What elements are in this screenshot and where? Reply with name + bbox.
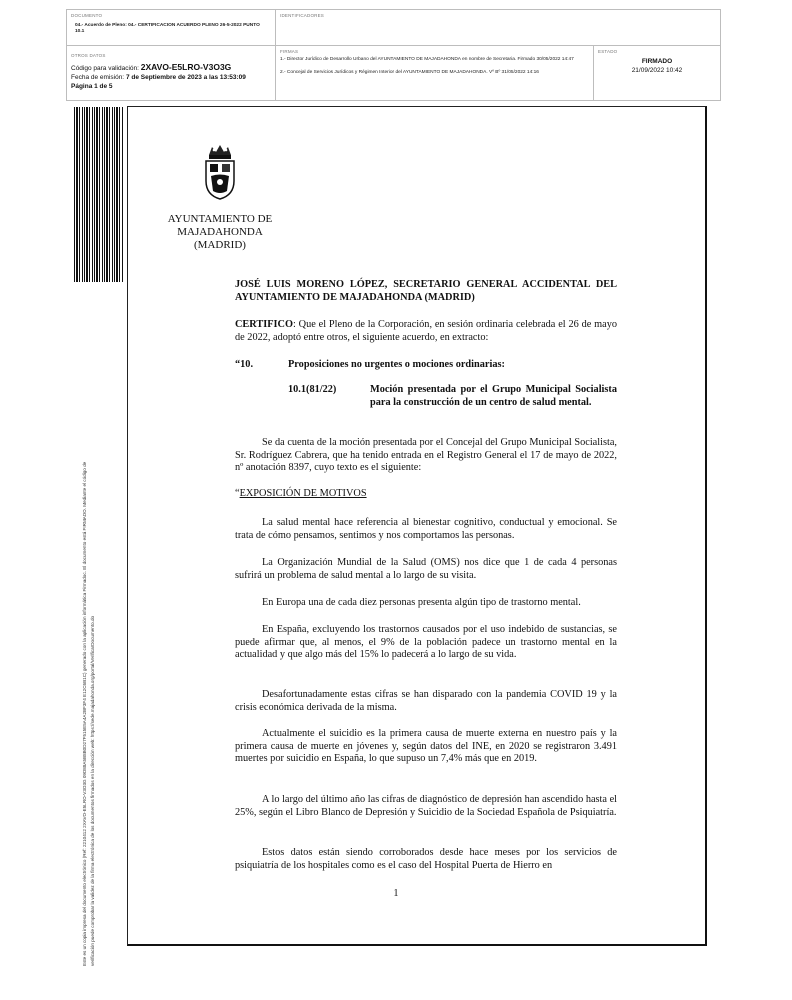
firmas-label: FIRMAS xyxy=(280,49,299,54)
page-number: 1 xyxy=(393,888,399,899)
certifico-label: CERTIFICO xyxy=(235,319,293,330)
item-10 xyxy=(235,359,617,372)
item-title: Proposiciones no urgentes o mociones ordinarias: xyxy=(288,359,505,370)
firma-1: 1.- Director Jurídico de Desarrollo Urbano del AYUNTAMIENTO DE MAJADAHONDA en nombre de Secretaria. Firmado 30/05/2022 14:47 xyxy=(280,57,574,62)
paragraph-1: La salud mental hace referencia al bienestar cognitivo, conductual y emocional. Se trata de cómo pensamos, sentimos y nos comportamos las personas. xyxy=(235,517,617,541)
documento-text: 04.- Acuerdo de Pleno: 04.- CERTIFICACION ACUERDO PLENO 26-5-2022 PUNTO 10.1 xyxy=(75,23,260,34)
sub-item-title: Moción presentada por el Grupo Municipal Socialista para la construcción de un centro de salud mental. xyxy=(370,384,617,408)
fecha-emision xyxy=(71,74,246,83)
letterhead xyxy=(160,213,280,252)
identificadores-label: IDENTIFICADORES xyxy=(280,13,325,18)
estado-value: FIRMADO xyxy=(641,58,673,65)
identificadores-cell xyxy=(276,10,720,46)
letterhead-line-2: MAJADAHONDA xyxy=(177,226,263,238)
estado-fecha: 21/09/2022 10:42 xyxy=(631,67,683,74)
codigo-value: 2XAVO-E5LRO-V3O3G xyxy=(140,62,232,72)
exposicion-quote: “ xyxy=(235,488,240,499)
estado-cell xyxy=(594,46,720,100)
side-stamp-line-2: verificación puede comprobar la validez de la firma electrónica de los documentos firmados en la dirección web: https://sede.majadahonda.org/portal/VerificarDocumento.do xyxy=(90,615,95,966)
codigo-validacion xyxy=(71,63,231,74)
firma-2: 2.- Concejal de Servicios Jurídicos y Régimen Interior del AYUNTAMIENTO DE MAJADAHONDA. Vº Bº 31/05/2022 14:16 xyxy=(280,70,539,75)
otros-datos-cell xyxy=(67,46,276,100)
fecha-emision-prefix: Fecha de emisión: xyxy=(71,74,125,81)
intro-paragraph: Se da cuenta de la moción presentada por el Concejal del Grupo Municipal Socialista, Sr. Rodríguez Cabrera, que ha tenido entrada en el Registro General el 17 de mayo de 2022, nº anotación 8397, cuyo texto es el siguiente: xyxy=(235,437,617,473)
otros-datos-label: OTROS DATOS xyxy=(71,53,106,58)
paragraph-5: Desafortunadamente estas cifras se han disparado con la pandemia COVID 19 y la crisis económica derivada de la misma. xyxy=(235,689,617,713)
documento-cell xyxy=(67,10,276,46)
documento-label: DOCUMENTO xyxy=(71,13,103,18)
estado-label: ESTADO xyxy=(598,49,618,54)
item-number: “10. xyxy=(235,359,254,370)
pagina: Página 1 de 5 xyxy=(71,83,113,90)
paragraph-4: En España, excluyendo los trastornos causados por el uso indebido de sustancias, se puede afirmar que, al menos, el 9% de la población padece un trastorno mental en la actualidad y que algo más del 15% lo padecerá a lo largo de su vida. xyxy=(235,624,617,660)
doc-heading: JOSÉ LUIS MORENO LÓPEZ, SECRETARIO GENERAL ACCIDENTAL DEL AYUNTAMIENTO DE MAJADAHONDA (MADRID) xyxy=(235,279,617,303)
letterhead-line-3: (MADRID) xyxy=(194,239,246,251)
codigo-prefix: Código para validación: xyxy=(71,65,139,72)
paragraph-3: En Europa una de cada diez personas presenta algún tipo de trastorno mental. xyxy=(262,597,581,608)
certifico-text: : Que el Pleno de la Corporación, en sesión ordinaria celebrada el 26 de mayo de 2022, adoptó entre otros, el siguiente acuerdo, en extracto: xyxy=(235,319,617,343)
side-stamp-line-1: Este es un copia impresa del documento electrónico (Ref: 2210412 2XAVO-E5LRO-V3O3G 09D88A5B8B0D27F515E5A4A2BF3F4 E12C6B1C) generado con la aplicación informática Firmadoc. El documento está FIRMADO. Mediante el código de xyxy=(82,461,87,966)
letterhead-line-1: AYUNTAMIENTO DE xyxy=(167,213,273,225)
paragraph-2: La Organización Mundial de la Salud (OMS) nos dice que 1 de cada 4 personas sufrirá un problema de salud mental a lo largo de su visita. xyxy=(235,557,617,581)
paragraph-8: Estos datos están siendo corroborados desde hace meses por los servicios de psiquiatría de los hospitales como es el caso del Hospital Puerta de Hierro en xyxy=(235,847,617,871)
paragraph-7: A lo largo del último año las cifras de diagnóstico de depresión han ascendido hasta el 25%, según el Libro Blanco de Depresión y Suicidio de la Sociedad Española de Psiquiatría. xyxy=(235,794,617,818)
barcode xyxy=(74,107,124,282)
fecha-emision-value: 7 de Septiembre de 2023 a las 13:53:09 xyxy=(125,74,246,81)
coat-of-arms-icon xyxy=(203,143,237,201)
document-header xyxy=(66,9,721,101)
certifico-paragraph xyxy=(235,319,617,344)
firmas-cell xyxy=(276,46,594,100)
paragraph-6: Actualmente el suicidio es la primera causa de muerte externa en nuestro país y la primera causa de muerte en jóvenes y, según datos del INE, en 2020 se registraron 3.491 muertes por suicidio en España, lo que supuso un 7,4% más que en 2019. xyxy=(235,728,617,764)
exposicion-title: EXPOSICIÓN DE MOTIVOS xyxy=(239,488,367,499)
sub-item-number: 10.1(81/22) xyxy=(288,384,337,395)
exposicion-heading xyxy=(235,488,617,501)
